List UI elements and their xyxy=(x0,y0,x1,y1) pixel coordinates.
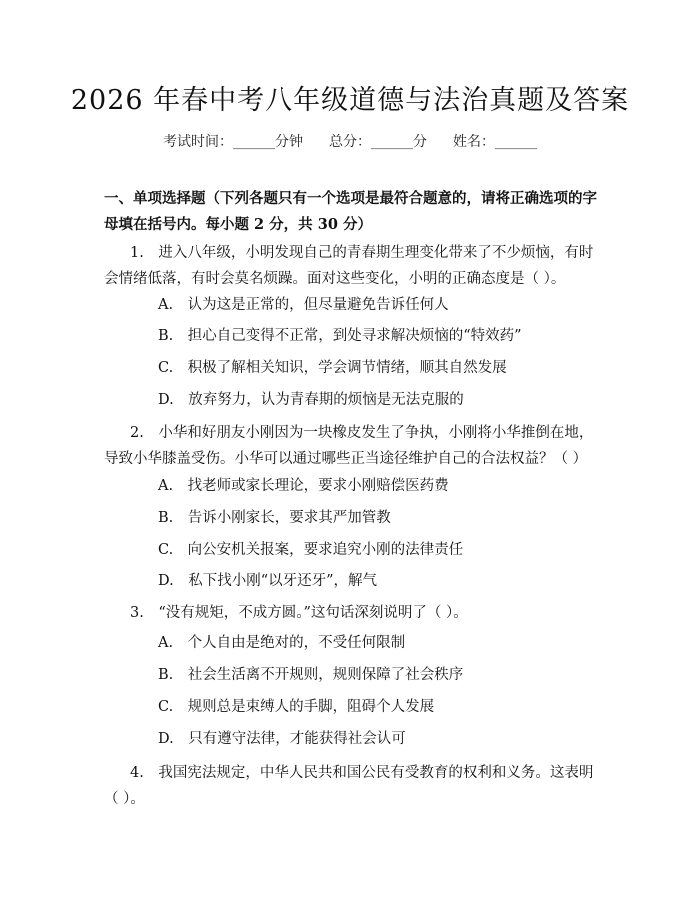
question-3-option-c: C. 规则总是束缚人的手脚，阻碍个人发展 xyxy=(158,699,435,715)
exam-time-field: 考试时间：______分钟 xyxy=(163,134,303,150)
question-1-stem: 1. 进入八年级，小明发现自己的青春期生理变化带来了不少烦恼，有时会情绪低落，有时会莫名烦躁。面对这些变化，小明的正确态度是（ ）。 xyxy=(104,245,594,287)
question-1-option-d: D. 放弃努力，认为青春期的烦恼是无法克服的 xyxy=(158,392,464,408)
exam-meta xyxy=(0,131,700,151)
question-1-option-a: A. 认为这是正常的，但尽量避免告诉任何人 xyxy=(158,297,449,313)
student-name-field: 姓名：______ xyxy=(453,134,537,150)
question-2-option-a: A. 找老师或家长理论，要求小刚赔偿医药费 xyxy=(158,478,449,494)
question-4-stem: 4. 我国宪法规定，中华人民共和国公民有受教育的权利和义务。这表明（ ）。 xyxy=(104,765,594,807)
section-heading: 一、单项选择题（下列各题只有一个选项是最符合题意的，请将正确选项的字母填在括号内。每小题 2 分，共 30 分） xyxy=(104,190,597,233)
question-2-option-b: B. 告诉小刚家长，要求其严加管教 xyxy=(158,510,391,526)
question-3-option-a: A. 个人自由是绝对的，不受任何限制 xyxy=(158,635,406,651)
question-2-option-d: D. 私下找小刚“以牙还牙”，解气 xyxy=(158,573,378,589)
page-title: 2026 年春中考八年级道德与法治真题及答案 xyxy=(70,85,630,116)
question-1-option-c: C. 积极了解相关知识，学会调节情绪，顺其自然发展 xyxy=(158,360,507,376)
question-1-option-b: B. 担心自己变得不正常，到处寻求解决烦恼的“特效药” xyxy=(158,328,522,344)
total-score-field: 总分：______分 xyxy=(329,134,427,150)
question-2-stem: 2. 小华和好朋友小刚因为一块橡皮发生了争执，小刚将小华推倒在地，导致小华膝盖受伤。小华可以通过哪些正当途径维护自己的合法权益？（ ） xyxy=(104,425,594,467)
question-3-stem: 3. “没有规矩，不成方圆。”这句话深刻说明了（ ）。 xyxy=(130,605,468,621)
question-3-option-d: D. 只有遵守法律，才能获得社会认可 xyxy=(158,731,406,747)
question-2-option-c: C. 向公安机关报案，要求追究小刚的法律责任 xyxy=(158,542,464,558)
question-3-option-b: B. 社会生活离不开规则，规则保障了社会秩序 xyxy=(158,667,464,683)
